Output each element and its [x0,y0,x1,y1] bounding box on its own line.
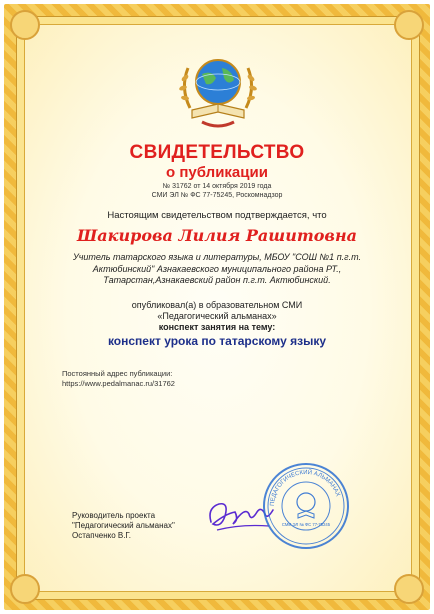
stamp-center-text: СМИ ЭЛ № ФС 77-75245 [281,522,331,527]
almanac-name: «Педагогический альманах» [157,311,277,321]
registration-line: № 31762 от 14 октября 2019 года [162,183,272,190]
recipient-description: Учитель татарского языка и литературы, МБОУ "СОШ №1 п.г.т. Актюбинский" Азнакаевского муниципального района РТ., Татарстан,Азнакаевский район п.г.т. Актюбинский. [73,252,361,285]
certificate-subtitle: о публикации [166,164,268,181]
published-text: опубликовал(а) в образовательном СМИ [131,300,303,310]
confirmation-text: Настоящим свидетельством подтверждается, что [107,210,327,221]
permanent-address-label: Постоянный адрес публикации: [62,369,173,378]
permanent-address-link[interactable]: https://www.pedalmanac.ru/31762 [62,379,175,388]
topic-label: конспект занятия на тему: [158,322,276,332]
project-head-name: Остапченко В.Г. [72,531,132,540]
media-license-line: СМИ ЭЛ № ФС 77-75245, Роскомнадзор [151,192,283,199]
corner-ornament-top-right [394,10,424,40]
round-seal-stamp-icon [262,462,350,550]
topic-title: конспект урока по татарскому языку [107,334,327,348]
certificate-title: СВИДЕТЕЛЬСТВО [129,142,305,163]
corner-ornament-bottom-right [394,574,424,604]
corner-ornament-top-left [10,10,40,40]
project-head-title: Руководитель проекта [72,511,156,520]
corner-ornament-bottom-left [10,574,40,604]
globe-book-laurel-emblem-icon [172,48,264,134]
project-name: "Педагогический альманах" [72,521,175,530]
recipient-name: Шакирова Лилия Рашитовна [77,226,357,245]
stamp-outer-ring-text: ПЕДАГОГИЧЕСКИЙ АЛЬМАНАХ [269,469,341,507]
